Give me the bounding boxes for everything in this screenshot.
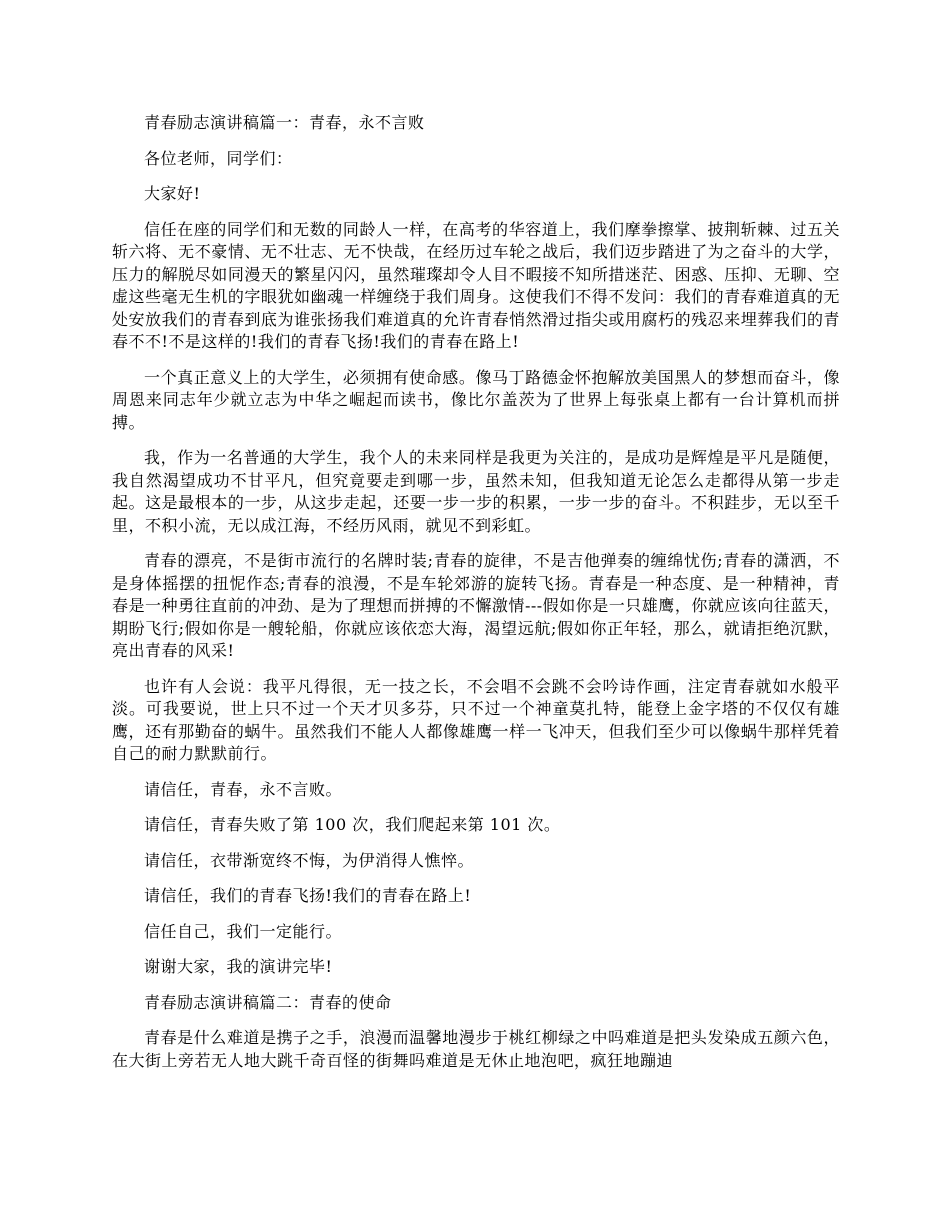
body-paragraph: 信任在座的同学们和无数的同龄人一样，在高考的华容道上，我们摩拳擦掌、披荆斩棘、过五关斩六将、无不豪情、无不壮志、无不快哉，在经历过车轮之战后，我们迈步踏进了为之奋斗的大学，压力的解脱尽如同漫天的繁星闪闪，虽然璀璨却令人目不暇接不知所措迷茫、困惑、压抑、无聊、空虚这些毫无生机的字眼犹如幽魂一样缠绕于我们周身。这使我们不得不发问：我们的青春难道真的无处安放我们的青春到底为谁张扬我们难道真的允许青春悄然滑过指尖或用腐朽的残忍来埋葬我们的青春不不!不是这样的!我们的青春飞扬!我们的青春在路上! [112, 219, 840, 351]
body-paragraph: 青春是什么难道是携子之手，浪漫而温馨地漫步于桃红柳绿之中吗难道是把头发染成五颜六色，在大街上旁若无人地大跳千奇百怪的街舞吗难道是无休止地泡吧，疯狂地蹦迪 [112, 1028, 840, 1070]
greeting: 大家好! [144, 184, 201, 203]
body-line: 请信任，我们的青春飞扬!我们的青春在路上! [144, 886, 472, 905]
article-title-2: 青春励志演讲稿篇二：青春的使命 [144, 992, 392, 1012]
body-line: 请信任，青春失败了第 100 次，我们爬起来第 101 次。 [144, 815, 561, 834]
body-line: 请信任，青春，永不言败。 [144, 779, 343, 799]
article-title-1: 青春励志演讲稿篇一：青春，永不言败 [144, 113, 425, 132]
body-line: 请信任，衣带渐宽终不悔，为伊消得人憔悴。 [144, 850, 475, 870]
salutation: 各位老师，同学们： [144, 148, 293, 168]
body-paragraph: 也许有人会说：我平凡得很，无一技之长，不会唱不会跳不会吟诗作画，注定青春就如水般平淡。可我要说，世上只不过一个天才贝多芬，只不过一个神童莫扎特，能登上金字塔的不仅仅有雄鹰，还有那勤奋的蜗牛。虽然我们不能人人都像雄鹰一样一飞冲天，但我们至少可以像蜗牛那样凭着自己的耐力默默前行。 [112, 676, 840, 763]
body-paragraph: 青春的漂亮，不是街市流行的名牌时装;青春的旋律，不是吉他弹奏的缠绵忧伤;青春的潇洒，不是身体摇摆的扭怩作态;青春的浪漫，不是车轮郊游的旋转飞扬。青春是一种态度、是一种精神，青春是一种勇往直前的冲劲、是为了理想而拼搏的不懈激情---假如你是一只雄鹰，你就应该向往蓝天，期盼飞行;假如你是一艘轮船，你就应该依恋大海，渴望远航;假如你正年轻，那么，就请拒绝沉默，亮出青春的风采! [112, 551, 840, 660]
closing-line: 谢谢大家，我的演讲完毕! [144, 957, 333, 976]
body-paragraph: 我，作为一名普通的大学生，我个人的未来同样是我更为关注的，是成功是辉煌是平凡是随便，我自然渴望成功不甘平凡，但究竟要走到哪一步，虽然未知，但我知道无论怎么走都得从第一步走起。这是最根本的一步，从这步走起，还要一步一步的积累，一步一步的奋斗。不积跬步，无以至千里，不积小流，无以成江海，不经历风雨，就见不到彩虹。 [112, 448, 840, 535]
body-paragraph: 一个真正意义上的大学生，必须拥有使命感。像马丁路德金怀抱解放美国黑人的梦想而奋斗，像周恩来同志年少就立志为中华之崛起而读书，像比尔盖茨为了世界上每张桌上都有一台计算机而拼搏。 [112, 367, 840, 432]
body-line: 信任自己，我们一定能行。 [144, 921, 343, 941]
document-page [112, 112, 840, 1085]
